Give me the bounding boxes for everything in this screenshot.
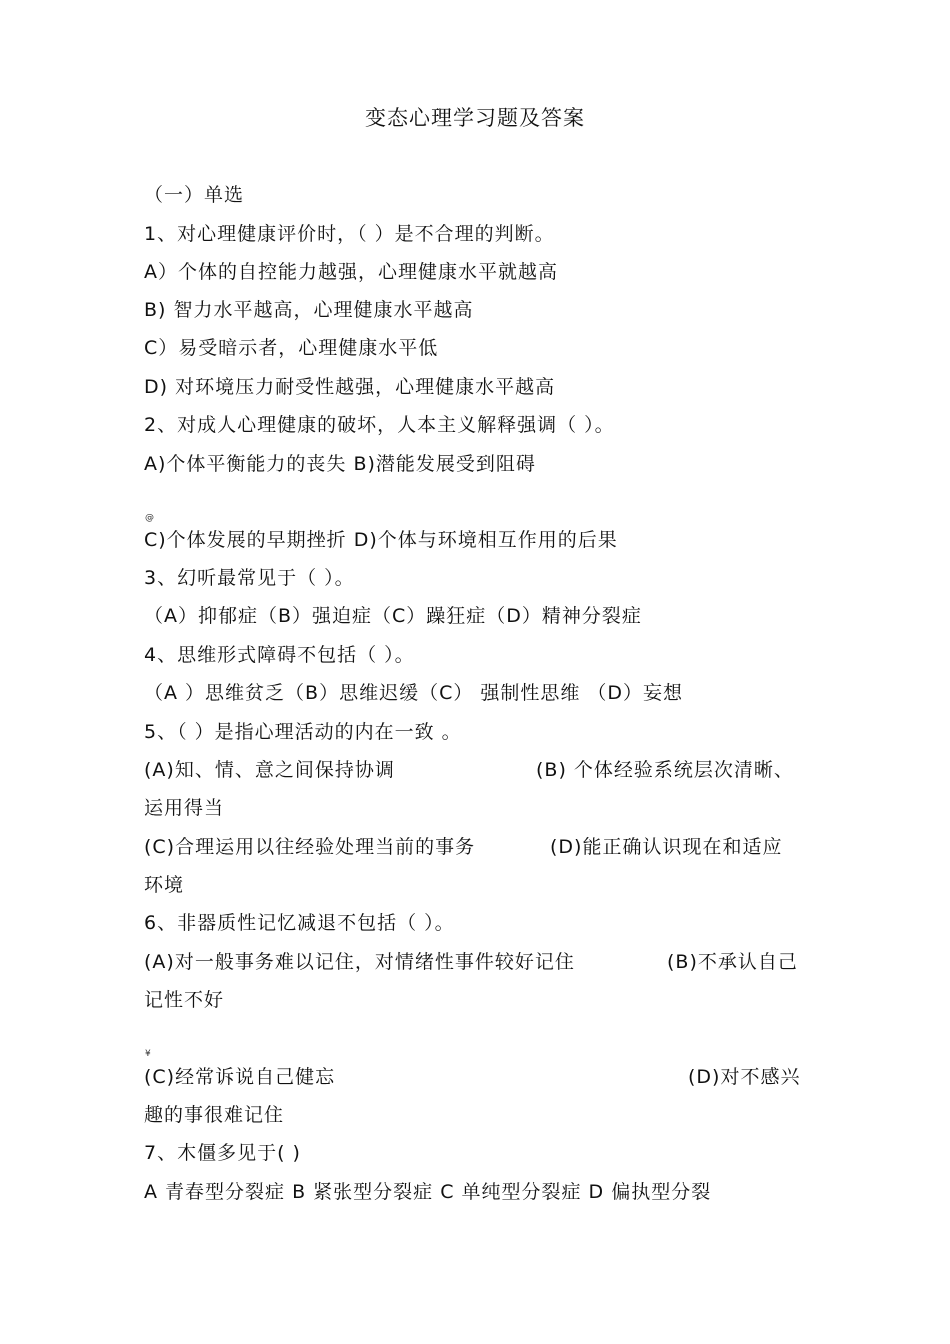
question-6-option-a: (A)对一般事务难以记住，对情绪性事件较好记住 xyxy=(144,951,575,973)
question-7-stem: 7、木僵多见于( ) xyxy=(144,1142,301,1164)
question-5-option-b-cont: 运用得当 xyxy=(144,797,225,819)
question-3-options: （A）抑郁症（B）强迫症（C）躁狂症（D）精神分裂症 xyxy=(144,605,642,627)
question-2-stem: 2、对成人心理健康的破坏，人本主义解释强调（ ）。 xyxy=(144,414,615,436)
question-5-option-b: (B) 个体经验系统层次清晰、 xyxy=(536,759,794,781)
question-5-option-d: (D)能正确认识现在和适应 xyxy=(550,836,783,858)
question-2-options-cd: C)个体发展的早期挫折 D)个体与环境相互作用的后果 xyxy=(144,529,618,551)
stray-mark: ¥ xyxy=(145,1049,151,1059)
question-6-option-b-cont: 记性不好 xyxy=(144,989,225,1011)
question-2-options-ab: A)个体平衡能力的丧失 B)潜能发展受到阻碍 xyxy=(144,453,536,475)
question-1-option-a: A）个体的自控能力越强，心理健康水平就越高 xyxy=(144,261,558,283)
question-5-option-a: (A)知、情、意之间保持协调 xyxy=(144,759,395,781)
question-6-option-d: (D)对不感兴 xyxy=(688,1066,801,1088)
question-4-stem: 4、思维形式障碍不包括（ ）。 xyxy=(144,644,415,666)
question-1-option-b: B) 智力水平越高，心理健康水平越高 xyxy=(144,299,474,321)
question-4-options: （A ）思维贫乏（B）思维迟缓（C） 强制性思维 （D）妄想 xyxy=(144,682,684,704)
question-1-option-d: D) 对环境压力耐受性越强，心理健康水平越高 xyxy=(144,376,556,398)
question-6-option-c: (C)经常诉说自己健忘 xyxy=(144,1066,336,1088)
question-5-option-c: (C)合理运用以往经验处理当前的事务 xyxy=(144,836,476,858)
question-5-option-d-cont: 环境 xyxy=(144,874,185,896)
question-6-option-b: (B)不承认自己 xyxy=(667,951,798,973)
document-title: 变态心理学习题及答案 xyxy=(365,106,585,130)
question-6-stem: 6、非器质性记忆减退不包括（ ）。 xyxy=(144,912,455,934)
question-1-option-c: C）易受暗示者，心理健康水平低 xyxy=(144,337,439,359)
question-1-stem: 1、对心理健康评价时，（ ）是不合理的判断。 xyxy=(144,223,555,245)
stray-mark: @ xyxy=(145,513,154,523)
question-7-options: A 青春型分裂症 B 紧张型分裂症 C 单纯型分裂症 D 偏执型分裂 xyxy=(144,1181,712,1203)
section-heading: （一）单选 xyxy=(144,184,245,206)
question-3-stem: 3、幻听最常见于（ ）。 xyxy=(144,567,355,589)
question-5-stem: 5、（ ）是指心理活动的内在一致 。 xyxy=(144,721,462,743)
question-6-option-d-cont: 趣的事很难记住 xyxy=(144,1104,285,1126)
